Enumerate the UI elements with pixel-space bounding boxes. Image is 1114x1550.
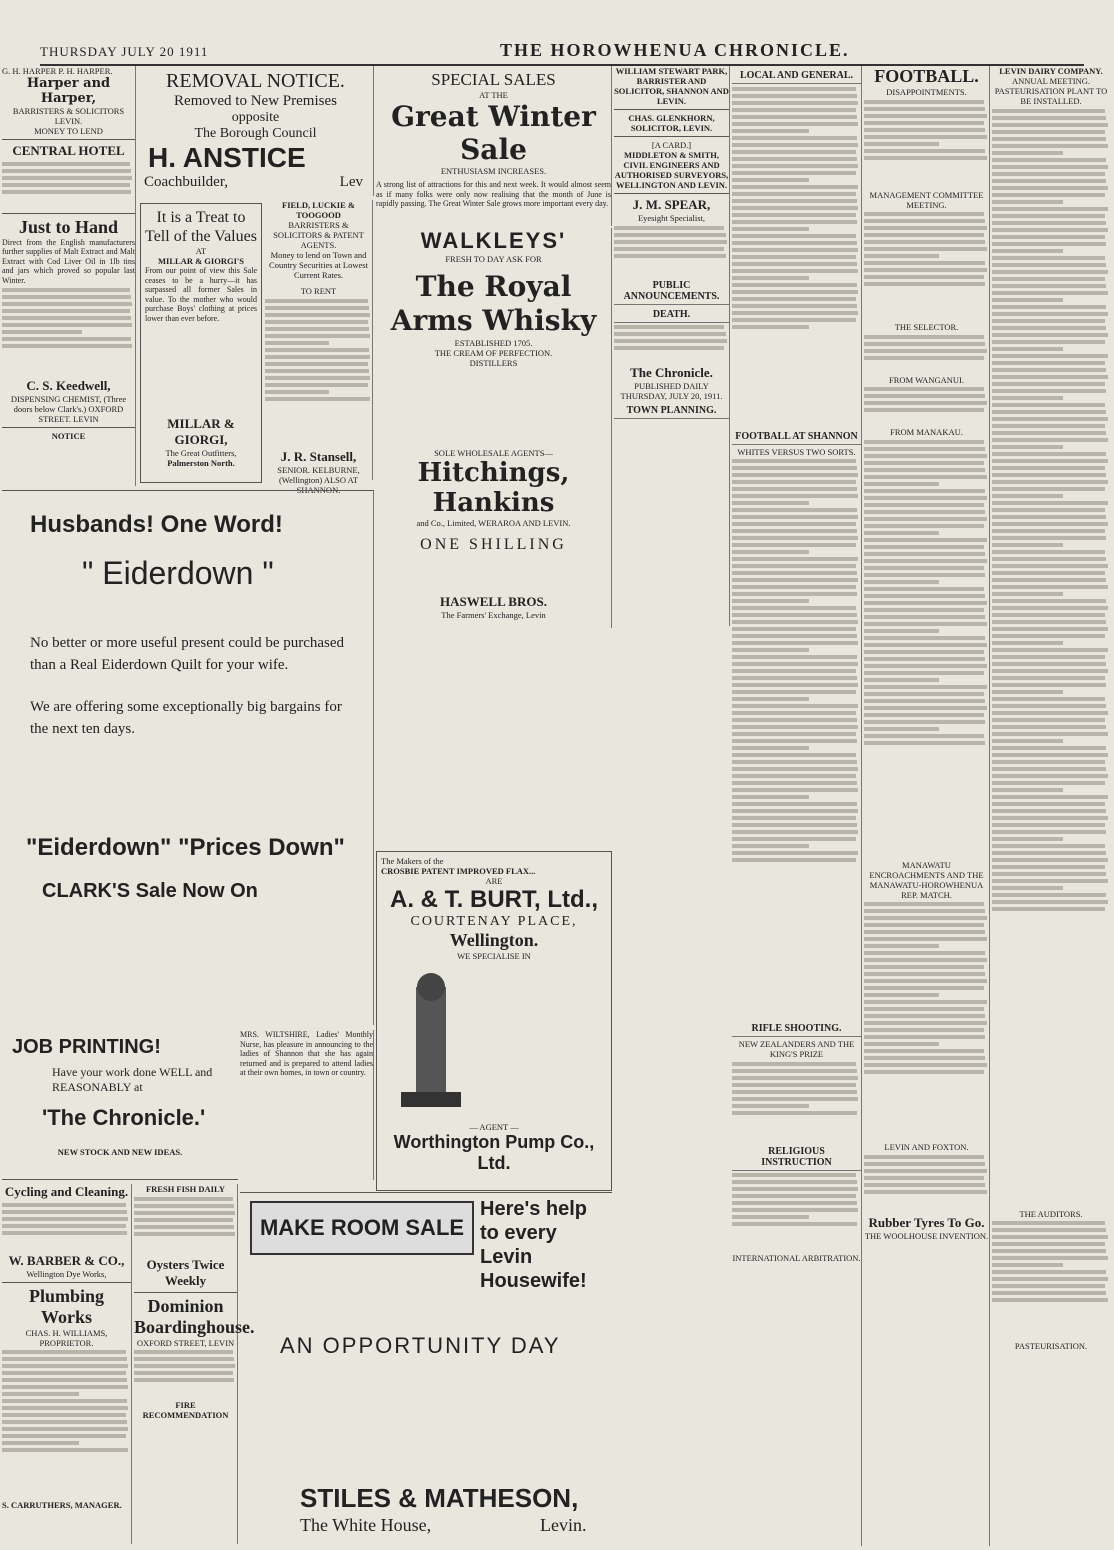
- wiltshire-body: MRS. WILTSHIRE, Ladies' Monthly Nurse, has pleasure in announcing to the ladies of Shannon that she has again returned and is prepared to attend ladies at their own homes, in town or country.: [240, 1030, 373, 1077]
- treat-body: From our point of view this Sale ceases to be a hurry—it has surpassed all former Sales in value. To the mother who would purchase Boys' clothing at prices lower than ever before.: [145, 266, 257, 323]
- anstice-trade: Coachbuilder,: [144, 174, 228, 190]
- football-heading: FOOTBALL.: [874, 66, 979, 86]
- sales-title: SPECIAL SALES: [431, 70, 556, 89]
- field-body: Money to lend on Town and Country Securities at Lowest Current Rates.: [269, 250, 368, 280]
- make-room-ad: [240, 1192, 612, 1542]
- burt-ad: [376, 851, 612, 1191]
- removal-notice: [138, 66, 374, 196]
- keedwell-title: C. S. Keedwell,: [26, 377, 111, 393]
- public-heading: PUBLIC ANNOUNCEMENTS.: [614, 280, 729, 305]
- hotel-body: [2, 162, 135, 210]
- anstice-place: Lev: [339, 174, 363, 190]
- removal-sub3: The Borough Council: [194, 126, 317, 141]
- card-label: [A CARD.]: [651, 140, 692, 150]
- manakau-heading: FROM MANAKAU.: [890, 427, 963, 437]
- burt-city: Wellington.: [449, 930, 539, 950]
- spear-name: J. M. SPEAR,: [632, 197, 711, 212]
- town-heading: TOWN PLANNING.: [614, 405, 729, 419]
- husbands-ad: [2, 490, 374, 1025]
- manawatu-heading: MANAWATU ENCROACHMENTS AND THE MANAWATU-HOROWHENUA REP. MATCH.: [869, 859, 984, 900]
- whisky-agents: Hitchings, Hankins: [417, 458, 570, 518]
- glenkhorn-card: CHAS. GLENKHORN, SOLICITOR, LEVIN.: [628, 113, 715, 133]
- shilling-firm-sub: The Farmers' Exchange, Levin: [441, 610, 546, 620]
- field-sub: BARRISTERS & SOLICITORS & PATENT AGENTS.: [273, 220, 364, 250]
- shilling-firm: HASWELL BROS.: [440, 594, 547, 609]
- prices-title: "Eiderdown" "Prices Down": [26, 834, 345, 861]
- fish-title: FRESH FISH DAILY: [145, 1184, 226, 1194]
- hotel-title: CENTRAL HOTEL: [12, 143, 125, 158]
- spear-sub: Eyesight Specialist,: [637, 213, 706, 223]
- job-new: NEW STOCK AND NEW IDEAS.: [57, 1147, 183, 1157]
- harper-sub: BARRISTERS & SOLICITORS LEVIN.: [12, 106, 125, 126]
- treat-footer-sub: The Great Outfitters,: [165, 448, 237, 458]
- nz-heading: NEW ZEALANDERS AND THE KING'S PRIZE: [738, 1039, 855, 1059]
- column-8: [992, 66, 1110, 1546]
- whisky-cream: THE CREAM OF PERFECTION.: [434, 348, 553, 358]
- middleton-card: MIDDLETON & SMITH, CIVIL ENGINEERS AND AUTHORISED SURVEYORS, WELLINGTON AND LEVIN.: [614, 150, 729, 190]
- column-7: [864, 66, 990, 1546]
- rifle-heading: RIFLE SHOOTING.: [732, 1023, 861, 1037]
- plumbing-title: Plumbing Works: [28, 1285, 105, 1327]
- burt-pump: Worthington Pump Co., Ltd.: [393, 1132, 595, 1173]
- column-6: [732, 66, 862, 1546]
- make-room-levin: Levin.: [540, 1515, 587, 1535]
- rubber-heading: Rubber Tyres To Go.: [868, 1214, 985, 1230]
- whisky-agents-sub: and Co., Limited, WERAROA AND LEVIN.: [416, 518, 571, 528]
- chronicle-name: The Chronicle.: [630, 365, 713, 380]
- whisky-ad: [376, 228, 612, 628]
- column-4-top: [614, 66, 730, 626]
- husbands-body1: No better or more useful present could be purchased than a Real Eiderdown Quilt for your wife.: [30, 635, 345, 673]
- husbands-body2: We are offering some exceptionally big bargains for the next ten days.: [30, 699, 342, 737]
- hand-body: Direct from the English manufacturers further supplies of Malt Extract and Malt Extract with Cod Liver Oil in 1lb tins and jars which proved so popular last Winter.: [2, 237, 135, 285]
- sales-body: A strong list of attractions for this and next week. It would almost seem as if many folks were only now realising that the month of June is rapidly passing. The Great Winter Sale grows more important every day.: [376, 180, 611, 208]
- job-printing-ad: [2, 1030, 238, 1180]
- column-1-bottom: [2, 1184, 132, 1544]
- annual-heading: ANNUAL MEETING.: [1011, 76, 1091, 86]
- wiltshire-ad: [240, 1030, 374, 1180]
- make-room-banner: MAKE ROOM SALE: [250, 1201, 474, 1255]
- sales-sub: ENTHUSIASM INCREASES.: [440, 166, 547, 176]
- harper-title: Harper and Harper,: [26, 76, 111, 106]
- removal-sub2: opposite: [231, 110, 280, 125]
- field-ad: [265, 200, 373, 495]
- job-body: Have your work done WELL and REASONABLY at: [52, 1065, 213, 1094]
- eiderdown-title: " Eiderdown ": [82, 555, 274, 591]
- barber-name: W. BARBER & CO.,: [8, 1252, 125, 1268]
- local-heading: LOCAL AND GENERAL.: [732, 70, 861, 84]
- carruthers-name: S. CARRUTHERS, MANAGER.: [2, 1500, 122, 1510]
- foxton-heading: LEVIN AND FOXTON.: [884, 1142, 969, 1152]
- make-room-help: Here's help to every Levin Housewife!: [480, 1198, 588, 1292]
- issue-date-2: THURSDAY, JULY 20, 1911.: [620, 391, 723, 401]
- notice-title: NOTICE: [51, 430, 86, 441]
- barber-sub: Wellington Dye Works,: [26, 1268, 107, 1279]
- pump-illustration: [391, 967, 471, 1117]
- treat-at: AT: [195, 246, 207, 256]
- white-house: The White House,: [300, 1515, 432, 1535]
- column-2-bottom: [134, 1184, 255, 1544]
- issue-date: THURSDAY JULY 20 1911: [40, 44, 209, 59]
- arbitration-heading: INTERNATIONAL ARBITRATION.: [732, 1253, 861, 1263]
- whisky-name: The Royal Arms Whisky: [390, 270, 597, 337]
- column-1-top: [2, 66, 136, 486]
- masthead: [40, 40, 1084, 66]
- wool-heading: THE WOOLHOUSE INVENTION.: [864, 1230, 989, 1241]
- husbands-title: Husbands! One Word!: [30, 511, 283, 538]
- burt-name: A. & T. BURT, Ltd.,: [390, 886, 598, 913]
- burt-patent: CROSBIE PATENT IMPROVED FLAX...: [381, 866, 536, 876]
- death-heading: DEATH.: [614, 309, 729, 323]
- job-title: JOB PRINTING!: [12, 1036, 161, 1058]
- field-title: FIELD, LUCKIE & TOOGOOD: [282, 200, 355, 220]
- religious-heading: RELIGIOUS INSTRUCTION: [732, 1146, 861, 1171]
- dominion-title: Dominion Boardinghouse.: [134, 1295, 255, 1337]
- sales-big: Great Winter Sale: [391, 100, 596, 166]
- selector-heading: THE SELECTOR.: [894, 322, 959, 332]
- job-name: 'The Chronicle.': [42, 1105, 206, 1130]
- hand-title: Just to Hand: [18, 216, 119, 237]
- dominion-street: OXFORD STREET, LEVIN: [136, 1337, 235, 1348]
- dairy-heading: LEVIN DAIRY COMPANY.: [999, 66, 1103, 76]
- opportunity-day: AN OPPORTUNITY DAY: [280, 1333, 561, 1358]
- oysters-title: Oysters Twice Weekly: [146, 1256, 225, 1288]
- field-let: TO RENT: [300, 286, 337, 296]
- whisky-brand: WALKLEYS': [420, 228, 567, 253]
- newspaper-title: THE HOROWHENUA CHRONICLE.: [500, 40, 850, 60]
- williams-name: CHAS. H. WILLIAMS, PROPRIETOR.: [25, 1327, 108, 1348]
- removal-title: REMOVAL NOTICE.: [166, 70, 345, 92]
- clark-sale: CLARK'S Sale Now On: [42, 880, 258, 902]
- treat-footer-place: Palmerston North.: [167, 458, 235, 468]
- treat-footer-name: MILLAR & GIORGI,: [167, 416, 235, 447]
- disap-heading: DISAPPOINTMENTS.: [886, 87, 967, 97]
- whites-heading: WHITES VERSUS TWO SORTS.: [737, 446, 856, 457]
- anstice-name: H. ANSTICE: [148, 142, 306, 173]
- football-shannon-heading: FOOTBALL AT SHANNON: [732, 431, 861, 445]
- sales-at: AT THE: [479, 90, 508, 100]
- whisky-ask: FRESH TO DAY ASK FOR: [445, 254, 542, 264]
- published-label: PUBLISHED DAILY: [634, 381, 709, 391]
- whisky-agents-label: SOLE WHOLESALE AGENTS—: [434, 448, 553, 458]
- burt-are: ARE: [485, 876, 503, 886]
- mgmt-heading: MANAGEMENT COMMITTEE MEETING.: [869, 189, 984, 210]
- shilling-title: ONE SHILLING: [420, 536, 567, 553]
- treat-firm: MILLAR & GIORGI'S: [158, 256, 244, 266]
- removal-sub1: Removed to New Premises: [174, 93, 337, 109]
- stansell-name: J. R. Stansell,: [280, 448, 357, 464]
- treat-title: It is a Treat to Tell of the Values: [145, 209, 257, 245]
- past-heading: PASTEURISATION.: [1014, 1341, 1088, 1351]
- special-sales: [376, 66, 612, 226]
- park-card: WILLIAM STEWART PARK, BARRISTER AND SOLICITOR, SHANNON AND LEVIN.: [614, 66, 729, 106]
- plant-heading: PASTEURISATION PLANT TO BE INSTALLED.: [994, 86, 1108, 106]
- cycling-title: Cycling and Cleaning.: [4, 1184, 129, 1199]
- stansell-sub: SENIOR. KELBURNE, (Wellington) ALSO AT SHANNON.: [277, 464, 360, 495]
- stiles-name: STILES & MATHESON,: [300, 1483, 579, 1513]
- harper-names: G. H. HARPER P. H. HARPER.: [2, 66, 113, 76]
- keedwell-sub: DISPENSING CHEMIST, (Three doors below Clark's.) OXFORD STREET. LEVIN: [10, 393, 127, 424]
- fire-title: FIRE RECOMMENDATION: [142, 1400, 229, 1420]
- burt-agent: — AGENT —: [469, 1122, 519, 1132]
- whisky-est: ESTABLISHED 1705.: [454, 338, 533, 348]
- burt-special: WE SPECIALISE IN: [457, 951, 531, 961]
- treat-ad: [140, 203, 262, 483]
- wanganui-heading: FROM WANGANUI.: [889, 374, 964, 385]
- burt-place: COURTENAY PLACE,: [410, 914, 578, 929]
- burt-makers: The Makers of the: [381, 856, 444, 866]
- harper-money: MONEY TO LEND: [34, 126, 103, 136]
- auditors-heading: THE AUDITORS.: [1019, 1208, 1083, 1219]
- whisky-distillers: DISTILLERS: [469, 358, 518, 368]
